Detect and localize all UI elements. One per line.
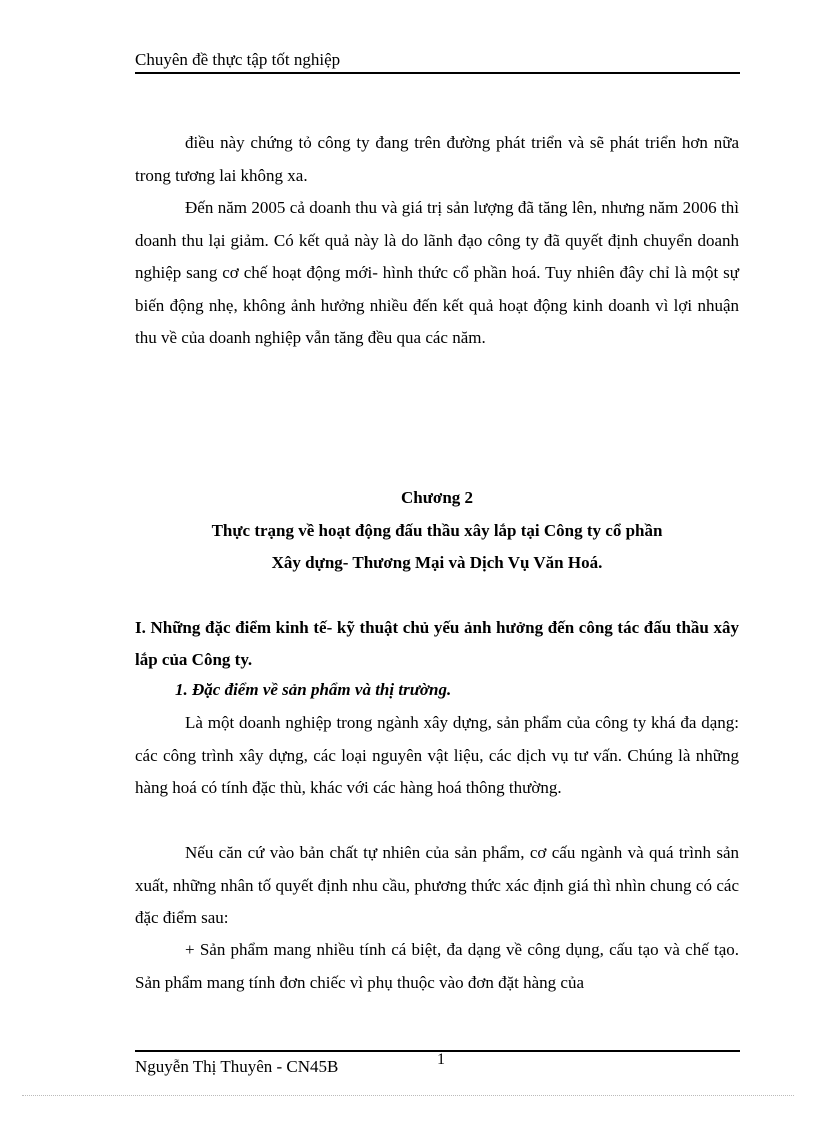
page-bottom-border [22, 1095, 794, 1096]
paragraph-5: + Sản phẩm mang nhiều tính cá biệt, đa dạng về công dụng, cấu tạo và chế tạo. Sản phẩm mang tính đơn chiếc vì phụ thuộc vào đơn đặt hàng của [135, 940, 739, 992]
paragraph-3: Là một doanh nghiệp trong ngành xây dựng, sản phẩm của công ty khá đa dạng: các công trình xây dựng, các loại nguyên vật liệu, các dịch vụ tư vấn. Chúng là những hàng hoá có tính đặc thù, khác với các hàng hoá thông thường. [135, 713, 739, 797]
footer-author: Nguyễn Thị Thuyên - CN45B [135, 1057, 339, 1076]
paragraph-2: Đến năm 2005 cả doanh thu và giá trị sản lượng đã tăng lên, nhưng năm 2006 thì doanh thu lại giảm. Có kết quả này là do lãnh đạo công ty đã quyết định chuyển doanh nghiệp sang cơ chế hoạt động mới- hình thức cổ phần hoá. Tuy nhiên đây chỉ là một sự biến động nhẹ, không ảnh hưởng nhiều đến kết quả hoạt động kinh doanh vì lợi nhuận thu về của doanh nghiệp vẫn tăng đều qua các năm. [135, 198, 739, 347]
header-rule [135, 72, 740, 74]
chapter-title-line-1: Thực trạng về hoạt động đấu thầu xây lắp tại Công ty cổ phần [211, 521, 663, 540]
paragraph-1: điều này chứng tỏ công ty đang trên đường phát triển và sẽ phát triển hơn nữa trong tương lai không xa. [135, 133, 739, 185]
subsection-heading: 1. Đặc điểm về sản phẩm và thị trường. [175, 680, 452, 699]
chapter-number: Chương 2 [400, 488, 474, 507]
chapter-title-line-2: Xây dựng- Thương Mại và Dịch Vụ Văn Hoá. [271, 553, 603, 572]
page-header-title: Chuyên đề thực tập tốt nghiệp [135, 50, 341, 69]
paragraph-4: Nếu căn cứ vào bản chất tự nhiên của sản phẩm, cơ cấu ngành và quá trình sản xuất, những nhân tố quyết định nhu cầu, phương thức xác định giá thì nhìn chung có các đặc điểm sau: [135, 843, 739, 927]
section-heading: I. Những đặc điểm kinh tế- kỹ thuật chủ yếu ảnh hưởng đến công tác đấu thầu xây lắp của Công ty. [135, 618, 739, 669]
page-number: 1 [437, 1051, 445, 1068]
